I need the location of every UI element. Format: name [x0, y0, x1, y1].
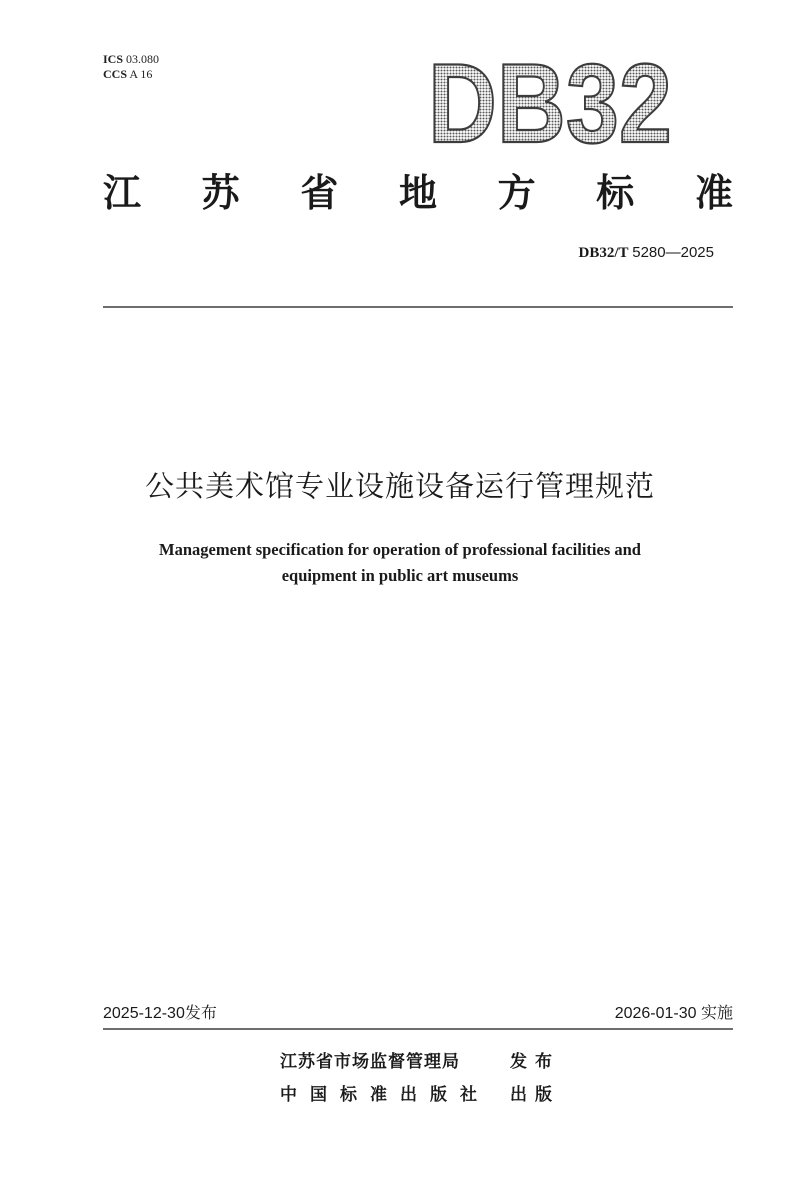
ics-code: 03.080: [126, 52, 160, 66]
title-english-line2: equipment in public art museums: [281, 566, 519, 585]
title-english: [0, 537, 800, 589]
classification-codes: [103, 52, 159, 82]
implement-date-label: 实施: [700, 1003, 733, 1022]
publisher-role: 出版: [510, 1085, 560, 1105]
standard-type-char: 省: [300, 171, 339, 215]
title-chinese: 公共美术馆专业设施设备运行管理规范: [144, 469, 655, 503]
header-divider: [103, 306, 733, 308]
standard-type-char: 苏: [201, 171, 240, 215]
logo-text: DB32: [428, 41, 672, 166]
standard-number: [578, 243, 714, 263]
standard-number-prefix: DB32/T: [578, 245, 629, 261]
publisher-role: 发布: [510, 1052, 560, 1072]
standard-type-char: 准: [694, 171, 733, 215]
publisher-name: 江苏省市场监督管理局: [280, 1052, 460, 1072]
standard-type-heading: [103, 168, 733, 218]
footer-divider: [103, 1028, 733, 1030]
publisher-press: [280, 1083, 580, 1107]
implement-date: [615, 1002, 733, 1025]
ccs-code-line: [103, 67, 159, 82]
ics-code-line: [103, 52, 159, 67]
standard-type-char: 标: [596, 171, 635, 215]
ics-label: ICS: [103, 52, 124, 66]
publisher-issuer: [280, 1050, 580, 1074]
db32-logo: [428, 41, 678, 166]
issue-date-label: 发布: [184, 1003, 217, 1022]
standard-type-char: 方: [497, 171, 536, 215]
ccs-code: A 16: [129, 67, 153, 81]
issue-date: [103, 1002, 217, 1025]
implement-date-value: 2026-01-30: [614, 1005, 697, 1022]
issue-date-value: 2025-12-30: [103, 1005, 185, 1022]
title-english-line1: Management specification for operation of professional facilities and: [159, 540, 641, 559]
publisher-name: 中国标准出版社: [280, 1085, 490, 1105]
standard-number-value: 5280—2025: [632, 244, 714, 261]
ccs-label: CCS: [103, 67, 128, 81]
standard-type-char: 江: [103, 171, 142, 215]
standard-type-char: 地: [398, 171, 437, 215]
